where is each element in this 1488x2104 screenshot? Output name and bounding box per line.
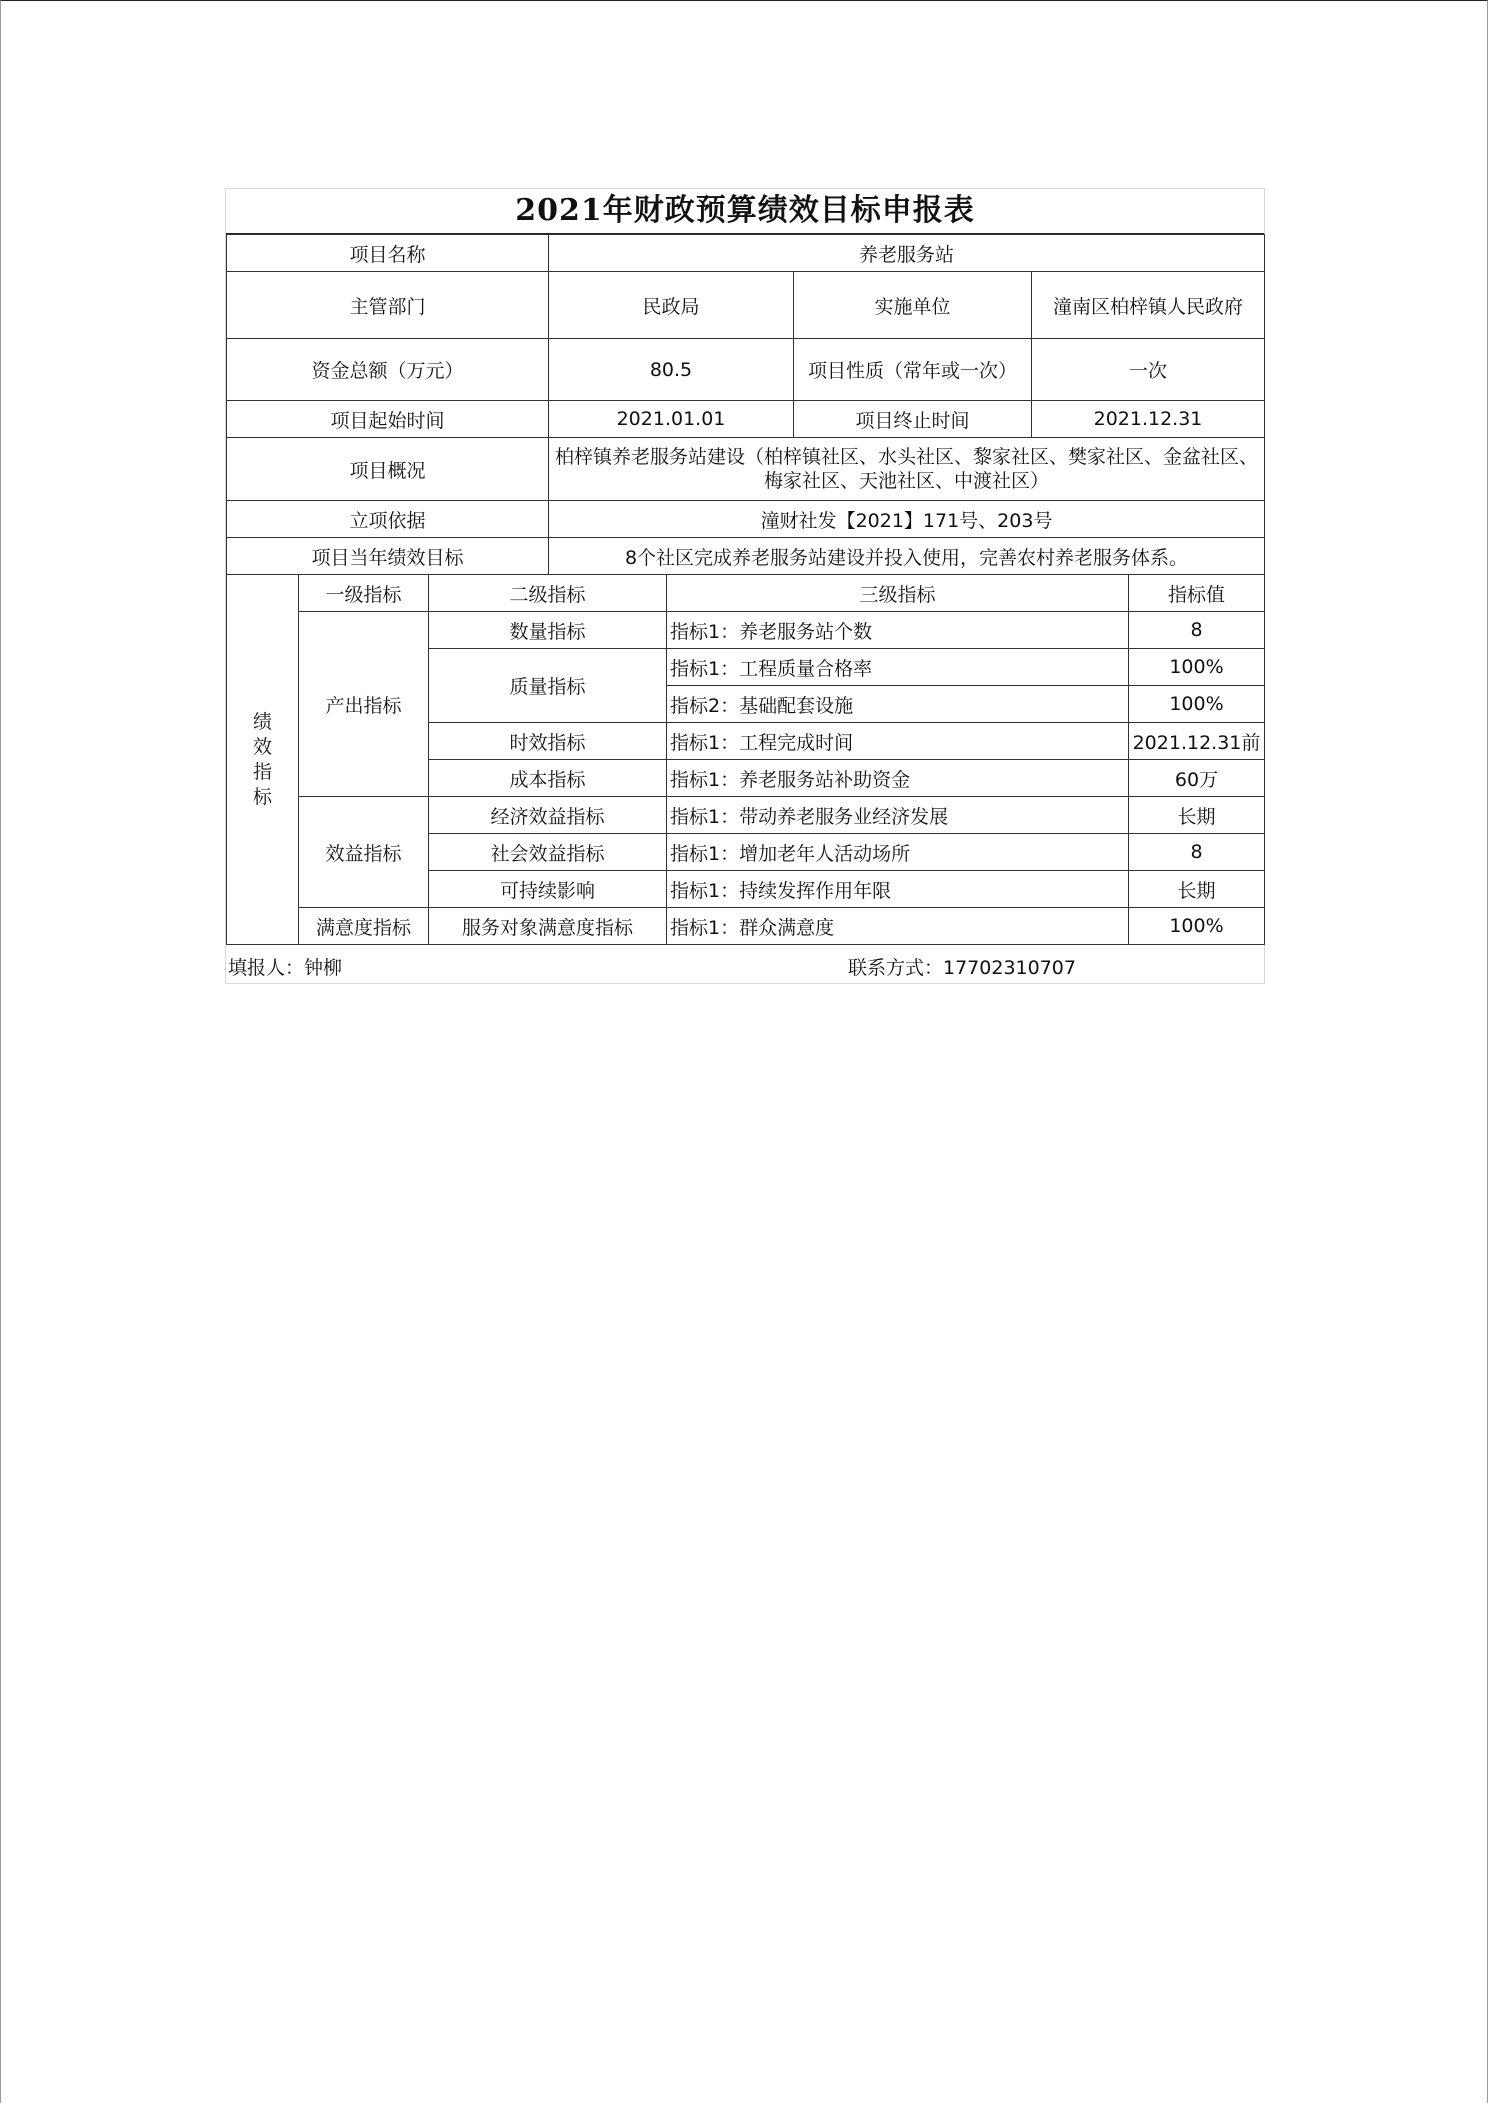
level3-cell: 指标1：养老服务站个数 — [667, 612, 1129, 649]
level2-cell: 经济效益指标 — [429, 797, 667, 834]
level2-cell: 可持续影响 — [429, 871, 667, 908]
budget-form — [225, 188, 1265, 984]
row-period — [227, 401, 1265, 438]
value-cell: 100% — [1129, 686, 1265, 723]
end-value: 2021.12.31 — [1032, 401, 1265, 438]
level2-cell: 成本指标 — [429, 760, 667, 797]
nature-value: 一次 — [1032, 339, 1265, 401]
value-cell: 长期 — [1129, 797, 1265, 834]
level2-cell: 社会效益指标 — [429, 834, 667, 871]
benefit-indicator-label: 效益指标 — [299, 797, 429, 908]
level2-cell: 时效指标 — [429, 723, 667, 760]
level3-cell: 指标1：带动养老服务业经济发展 — [667, 797, 1129, 834]
value-cell: 8 — [1129, 612, 1265, 649]
group-char-2: 效 — [252, 735, 272, 758]
row-basis — [227, 501, 1265, 538]
department-value: 民政局 — [549, 272, 794, 339]
header-level1: 一级指标 — [299, 575, 429, 612]
row-overview — [227, 438, 1265, 501]
basis-value: 潼财社发【2021】171号、203号 — [549, 501, 1265, 538]
project-name-value: 养老服务站 — [549, 235, 1265, 272]
unit-label: 实施单位 — [794, 272, 1032, 339]
table-row — [227, 797, 1265, 834]
row-department — [227, 272, 1265, 339]
output-indicator-label: 产出指标 — [299, 612, 429, 797]
nature-label: 项目性质（常年或一次） — [794, 339, 1032, 401]
satisfaction-indicator-label: 满意度指标 — [299, 908, 429, 945]
group-char-1: 绩 — [252, 710, 272, 733]
level2-cell: 数量指标 — [429, 612, 667, 649]
row-annual-goal — [227, 538, 1265, 575]
value-cell: 2021.12.31前 — [1129, 723, 1265, 760]
funds-value: 80.5 — [549, 339, 794, 401]
group-char-3: 指 — [252, 760, 272, 783]
level3-cell: 指标1：养老服务站补助资金 — [667, 760, 1129, 797]
level3-cell: 指标1：工程质量合格率 — [667, 649, 1129, 686]
level3-cell: 指标1：持续发挥作用年限 — [667, 871, 1129, 908]
level3-cell: 指标1：工程完成时间 — [667, 723, 1129, 760]
indicators-group-label — [227, 575, 299, 945]
header-level3: 三级指标 — [667, 575, 1129, 612]
level2-cell: 服务对象满意度指标 — [429, 908, 667, 945]
value-cell: 长期 — [1129, 871, 1265, 908]
annual-goal-value: 8个社区完成养老服务站建设并投入使用，完善农村养老服务体系。 — [549, 538, 1265, 575]
level3-cell: 指标1：群众满意度 — [667, 908, 1129, 945]
value-cell: 100% — [1129, 908, 1265, 945]
funds-label: 资金总额（万元） — [227, 339, 549, 401]
department-label: 主管部门 — [227, 272, 549, 339]
overview-label: 项目概况 — [227, 438, 549, 501]
level3-cell: 指标2：基础配套设施 — [667, 686, 1129, 723]
form-title: 2021年财政预算绩效目标申报表 — [226, 189, 1264, 234]
end-label: 项目终止时间 — [794, 401, 1032, 438]
value-cell: 100% — [1129, 649, 1265, 686]
row-funds — [227, 339, 1265, 401]
project-info-table — [226, 234, 1265, 575]
level2-cell: 质量指标 — [429, 649, 667, 723]
group-char-4: 标 — [252, 785, 272, 808]
project-name-label: 项目名称 — [227, 235, 549, 272]
row-project-name — [227, 235, 1265, 272]
header-value: 指标值 — [1129, 575, 1265, 612]
start-value: 2021.01.01 — [549, 401, 794, 438]
value-cell: 60万 — [1129, 760, 1265, 797]
form-footer — [226, 945, 1264, 983]
unit-value: 潼南区柏梓镇人民政府 — [1032, 272, 1265, 339]
annual-goal-label: 项目当年绩效目标 — [227, 538, 549, 575]
indicators-table — [226, 574, 1265, 945]
value-cell: 8 — [1129, 834, 1265, 871]
contact-info: 联系方式：17702310707 — [848, 957, 1076, 979]
indicators-header-row — [227, 575, 1265, 612]
level3-cell: 指标1：增加老年人活动场所 — [667, 834, 1129, 871]
start-label: 项目起始时间 — [227, 401, 549, 438]
table-row — [227, 612, 1265, 649]
filler-name: 填报人：钟柳 — [228, 957, 343, 979]
basis-label: 立项依据 — [227, 501, 549, 538]
overview-value: 柏梓镇养老服务站建设（柏梓镇社区、水头社区、黎家社区、樊家社区、金盆社区、梅家社区、天池社区、中渡社区） — [549, 438, 1265, 501]
table-row — [227, 908, 1265, 945]
header-level2: 二级指标 — [429, 575, 667, 612]
